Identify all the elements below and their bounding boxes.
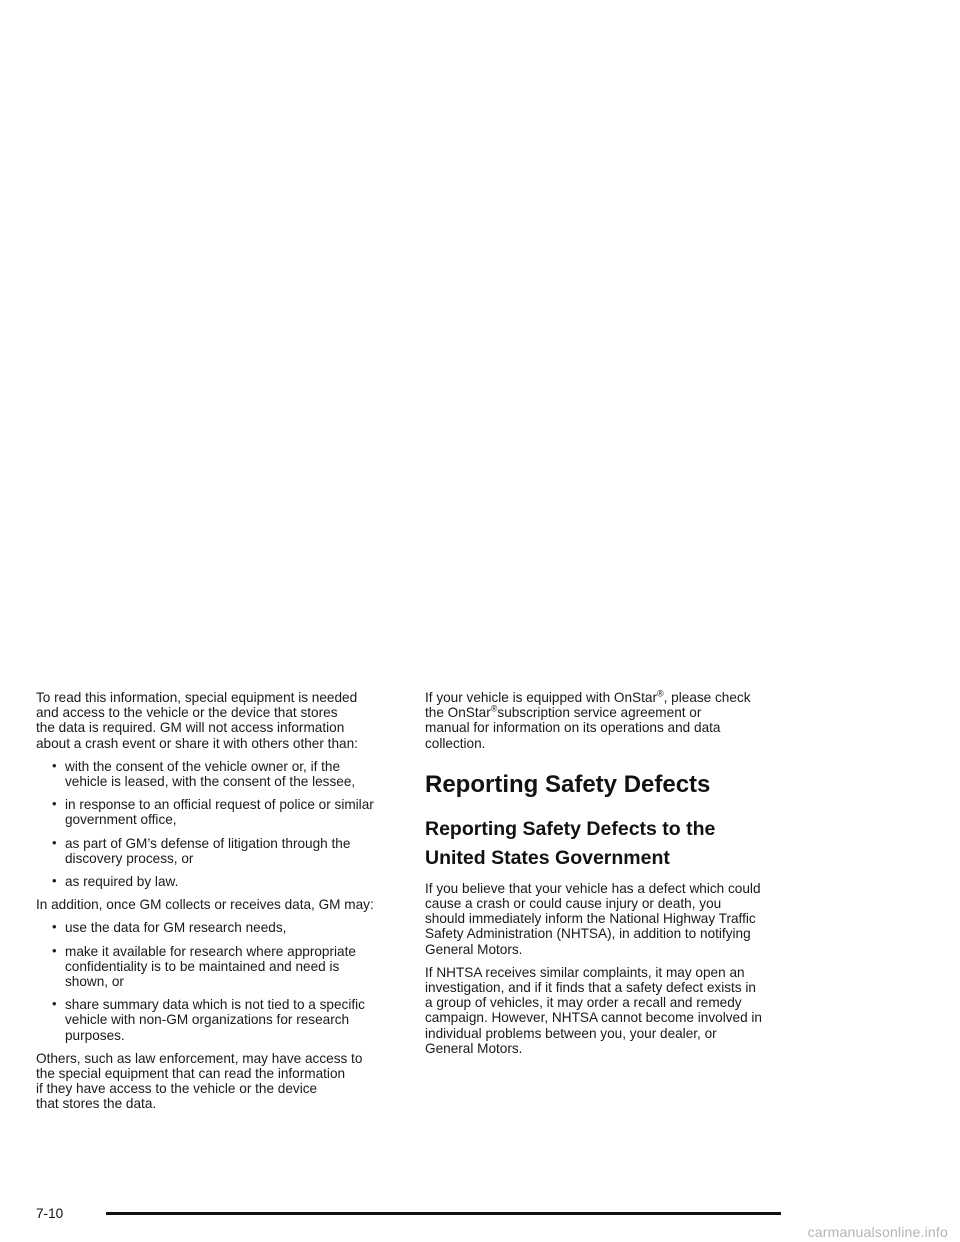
- bullet-icon: •: [52, 919, 57, 935]
- bullet-icon: •: [52, 796, 57, 812]
- right-column: [425, 690, 800, 1064]
- list-item: • use the data for GM research needs,: [52, 919, 287, 936]
- intro-paragraph: To read this information, special equipment is needed and access to the vehicle or the device that stores the data is required. GM will not access information about a crash event or share it with others other than:: [36, 690, 358, 751]
- bullet-icon: •: [52, 873, 57, 889]
- gm-may-paragraph: In addition, once GM collects or receives data, GM may:: [36, 897, 374, 913]
- list-item: • share summary data which is not tied to a specific vehicle with non-GM organizations for research purposes.: [52, 996, 365, 1043]
- list-item: • as part of GM’s defense of litigation through the discovery process, or: [52, 834, 351, 866]
- bullet-icon: •: [52, 834, 57, 850]
- nhtsa-paragraph: If NHTSA receives similar complaints, it may open an investigation, and if it finds that a safety defect exists in a group of vehicles, it may order a recall and remedy campaign. However, NHTSA cannot become involved in individual problems between you, your dealer, or General Motors.: [425, 964, 762, 1056]
- defect-paragraph: If you believe that your vehicle has a defect which could cause a crash or could cause injury or death, you should immediately inform the National Highway Traffic Safety Administration (NHTSA), in addition to notifying General Motors.: [425, 880, 761, 957]
- registered-mark: ®: [490, 703, 498, 714]
- bullet-icon: •: [52, 757, 57, 773]
- subsection-heading: Reporting Safety Defects to the United States Government: [425, 817, 716, 869]
- page-number: 7-10: [36, 1206, 64, 1221]
- gm-uses-list: [36, 920, 406, 1042]
- watermark: carmanualsonline.info: [807, 1224, 948, 1240]
- list-item: • in response to an official request of police or similar government office,: [52, 796, 374, 828]
- closing-paragraph: Others, such as law enforcement, may have access to the special equipment that can read the information if they have access to the vehicle or the device that stores the data.: [36, 1050, 363, 1112]
- bullet-icon: •: [52, 996, 57, 1012]
- disclosure-conditions-list: [36, 759, 406, 889]
- bullet-icon: •: [52, 942, 57, 958]
- list-item: • with the consent of the vehicle owner or, if the vehicle is leased, with the consent of the lessee,: [52, 757, 356, 790]
- onstar-paragraph: If your vehicle is equipped with OnStar®, please check the OnStar®subscription service agreement or manual for information on its operations and data collection.: [425, 688, 751, 751]
- registered-mark: ®: [656, 688, 664, 699]
- section-heading: Reporting Safety Defects: [425, 770, 711, 798]
- footer-rule: [106, 1212, 781, 1215]
- list-item: • make it available for research where appropriate confidentiality is to be maintained and need is shown, or: [52, 942, 356, 990]
- list-item: • as required by law.: [52, 873, 179, 890]
- left-column: [36, 690, 406, 1120]
